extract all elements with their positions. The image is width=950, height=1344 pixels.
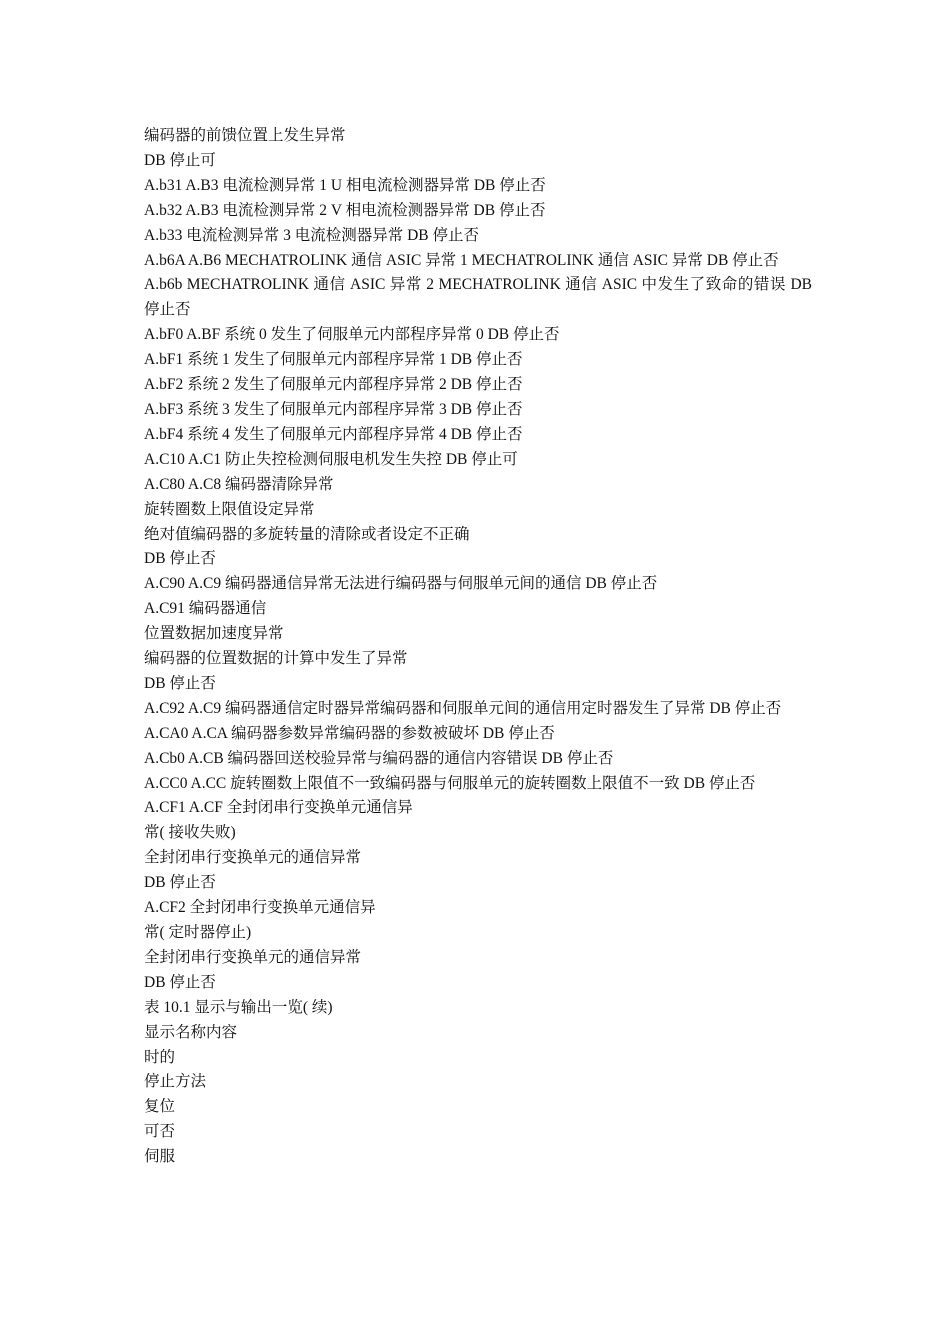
text-line: 全封闭串行变换单元的通信异常 [144, 948, 362, 966]
text-line: A.b6b MECHATROLINK 通信 ASIC 异常 2 MECHATROLINK 通信 ASIC 中发生了致命的错误 DB 停止否 [144, 276, 812, 319]
table-header-line: 时的 [144, 1048, 176, 1066]
text-line: A.C90 A.C9 编码器通信异常无法进行编码器与伺服单元间的通信 DB 停止否 [144, 575, 658, 593]
text-line: 全封闭串行变换单元的通信异常 [144, 849, 362, 867]
text-line: 绝对值编码器的多旋转量的清除或者设定不正确 [144, 525, 470, 543]
text-line: A.C91 编码器通信 [144, 600, 267, 618]
text-line: A.Cb0 A.CB 编码器回送校验异常与编码器的通信内容错误 DB 停止否 [144, 749, 614, 767]
table-header-line: 伺服 [144, 1148, 176, 1166]
text-line: A.CF1 A.CF 全封闭串行变换单元通信异 [144, 799, 413, 817]
text-line: DB 停止否 [144, 874, 216, 892]
text-line: A.CF2 全封闭串行变换单元通信异 [144, 899, 376, 917]
table-header-line: 复位 [144, 1098, 176, 1116]
text-line: DB 停止否 [144, 550, 216, 568]
text-line: A.bF0 A.BF 系统 0 发生了伺服单元内部程序异常 0 DB 停止否 [144, 326, 560, 344]
text-line: A.bF4 系统 4 发生了伺服单元内部程序异常 4 DB 停止否 [144, 425, 523, 443]
text-line: DB 停止否 [144, 674, 216, 692]
text-line: 常( 接收失败) [144, 824, 236, 842]
text-line: A.b33 电流检测异常 3 电流检测器异常 DB 停止否 [144, 226, 479, 244]
table-header-line: 可否 [144, 1123, 176, 1141]
table-header-line: 显示名称内容 [144, 1023, 238, 1041]
text-line: A.bF2 系统 2 发生了伺服单元内部程序异常 2 DB 停止否 [144, 376, 523, 394]
text-line: A.CA0 A.CA 编码器参数异常编码器的参数被破坏 DB 停止否 [144, 724, 555, 742]
document-body [144, 124, 812, 1170]
table-header-line: 停止方法 [144, 1073, 207, 1091]
text-line: A.b32 A.B3 电流检测异常 2 V 相电流检测器异常 DB 停止否 [144, 201, 546, 219]
text-line: 编码器的前馈位置上发生异常 [144, 127, 346, 144]
text-line: A.CC0 A.CC 旋转圈数上限值不一致编码器与伺服单元的旋转圈数上限值不一致 DB 停止否 [144, 774, 756, 792]
text-line: A.bF1 系统 1 发生了伺服单元内部程序异常 1 DB 停止否 [144, 351, 523, 369]
table-caption: 表 10.1 显示与输出一览( 续) [144, 998, 333, 1016]
text-line: A.C92 A.C9 编码器通信定时器异常编码器和伺服单元间的通信用定时器发生了异常 DB 停止否 [144, 699, 782, 717]
text-line: A.C10 A.C1 防止失控检测伺服电机发生失控 DB 停止可 [144, 450, 518, 468]
text-line: A.bF3 系统 3 发生了伺服单元内部程序异常 3 DB 停止否 [144, 400, 523, 418]
text-line: A.C80 A.C8 编码器清除异常 [144, 475, 334, 493]
text-line: DB 停止否 [144, 973, 216, 991]
text-line: 位置数据加速度异常 [144, 625, 284, 643]
text-line: 常( 定时器停止) [144, 924, 252, 941]
text-line: 编码器的位置数据的计算中发生了异常 [144, 650, 408, 668]
text-line: A.b6A A.B6 MECHATROLINK 通信 ASIC 异常 1 MECHATROLINK 通信 ASIC 异常 DB 停止否 [144, 251, 779, 269]
text-line: 旋转圈数上限值设定异常 [144, 500, 315, 518]
text-line: A.b31 A.B3 电流检测异常 1 U 相电流检测器异常 DB 停止否 [144, 176, 546, 194]
text-line: DB 停止可 [144, 151, 216, 169]
